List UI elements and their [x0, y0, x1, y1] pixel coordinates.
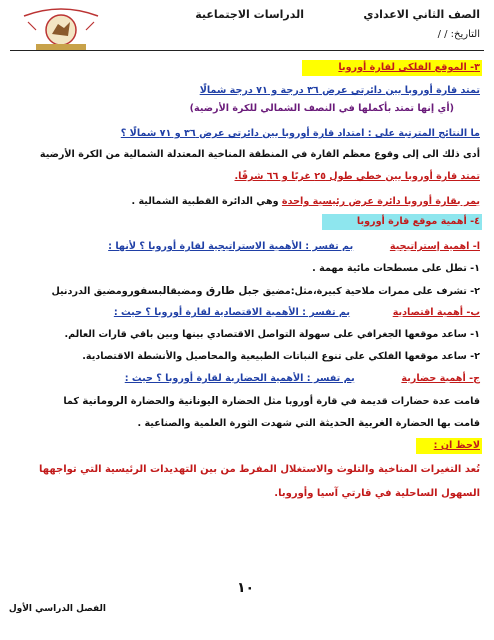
strait-dardanelles: ومضيق الدردنيل — [51, 286, 128, 297]
civilizational-question: بم تفسر : الأهمية الحضارية لقارة أوروبا ؟ حيث : — [124, 373, 355, 384]
section-3-title: ٣- الموقع الفلكي لقارة أوروبا — [338, 62, 480, 73]
arctic-circle-part2: وهي الدائرة القطبية الشمالية . — [131, 196, 279, 207]
school-logo — [16, 4, 106, 56]
subject-label: الدراسات الاجتماعية — [195, 8, 304, 21]
term-label: الفصل الدراسي الأول — [8, 604, 106, 614]
civ-revolution: التي شهدت الثورة العلمية والصناعية . — [137, 418, 316, 429]
strategic-label: ا- اهمية إستراتيجية — [389, 241, 480, 252]
straits-intro: ٢- تشرف على ممرات ملاحية كبيرة،مثل:مضيق — [262, 286, 480, 297]
question-results: ما النتائج المترتبة على : امتداد قارة أوروبا بين دائرتي عرض ٣٦ و ٧١ شمالًا ؟ — [120, 128, 480, 139]
section-4-title: ٤- أهمية موقع قارة أوروبا — [356, 216, 480, 227]
strategic-question: بم تفسر : الأهمية الاستراتيجية لقارة أوروبا ؟ لأنها : — [108, 241, 354, 252]
civ-and: والحضارة — [130, 396, 175, 407]
civ-western: الغربية الحديثة — [319, 417, 393, 429]
strait-bosphorus: البسفور — [127, 285, 171, 297]
civ-also: كما — [63, 396, 79, 407]
economic-point-1: ١- ساعد موقعها الجغرافي على سهولة التواصل الاقتصادي بينها وبين باقي قارات العالم. — [64, 329, 480, 340]
strategic-point-2 — [14, 284, 480, 299]
civilizational-point-1 — [14, 394, 480, 409]
longitude-extent: تمتد قارة أوروبا بين خطي طول ٢٥ غربًا و ٦٦ شرقًا. — [234, 171, 480, 182]
note-line-2: السهول الساحلية في قارتي آسيا وأوروبا. — [274, 488, 480, 499]
economic-row — [14, 306, 480, 320]
latitude-note: (أي إنها تمتد بأكملها في النصف الشمالي للكرة الأرضية) — [189, 103, 454, 114]
strategic-row — [14, 240, 480, 254]
strait-gibraltar: جبل طارق — [205, 285, 260, 297]
civ-roman: الرومانية — [82, 395, 128, 407]
answer-results: أدى ذلك الى إلى وقوع معظم القارة في المنطقة المناخية المعتدلة الشمالية من الكرة الأرضية — [39, 149, 480, 160]
grade-label: الصف الثاني الاعدادي — [363, 8, 480, 21]
economic-point-2: ٢- ساعد موقعها الفلكي على تنوع النباتات الطبيعية والمحاصيل والأنشطة الاقتصادية. — [82, 351, 480, 362]
arctic-circle-part1: يمر بقارة أوروبا دائرة عرض رئيسية واحدة — [281, 196, 480, 207]
civilizational-point-2 — [14, 416, 480, 431]
header-divider — [10, 50, 484, 51]
note-label: لاحظ ان : — [433, 440, 480, 451]
latitude-extent: تمتد قارة أوروبا بين دائرتي عرض ٣٦ درجة و ٧١ درجة شمالًا — [199, 85, 480, 96]
civilizational-label: ج- أهمية حضارية — [401, 373, 480, 384]
page-number: ١٠ — [237, 580, 255, 596]
economic-question: بم تفسر : الأهمية الاقتصادية لقارة أوروبا ؟ حيث : — [113, 307, 351, 318]
strait-and: ومضيق — [170, 286, 203, 297]
note-line-1: تُعد التغيرات المناخية والتلوث والاستغلال المفرط من بين التهديدات الرئيسية التي تواجهها — [39, 464, 480, 475]
economic-label: ب- أهمية اقتصادية — [392, 307, 480, 318]
civ-western-intro: قامت بها الحضارة — [395, 418, 480, 429]
strategic-point-1: ١- تطل على مسطحات مائية مهمة . — [312, 263, 480, 274]
date-field[interactable]: التاريخ: / / — [437, 29, 480, 40]
civ-intro: قامت عدة حضارات قديمة في قارة أوروبا مثل الحضارة — [221, 396, 480, 407]
arctic-circle-line — [14, 195, 480, 209]
civilizational-row — [14, 372, 480, 386]
civ-greek: اليونانية — [178, 395, 219, 407]
